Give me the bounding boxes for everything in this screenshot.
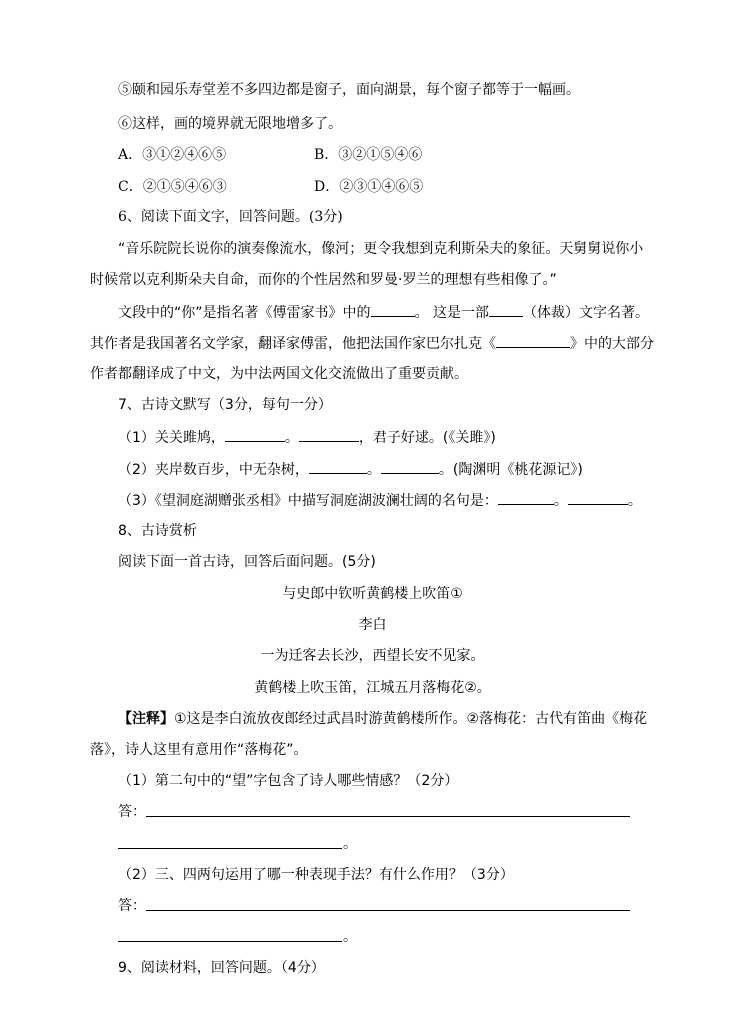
q5-option-b: B．③②①⑤④⑥ <box>314 147 423 163</box>
q7-item-1 <box>118 427 496 448</box>
q6-blank-work[interactable] <box>496 333 570 348</box>
answer-period-2: 。 <box>343 929 357 945</box>
answer-label-2: 答： <box>118 898 146 914</box>
q8-instruction: 阅读下面一首古诗，回答后面问题。(5分) <box>118 554 376 570</box>
q7-item3-text-b: 。 <box>553 493 568 509</box>
q8-sub-question-2: （2）三、四两句运用了哪一种表现手法？有什么作用？（3分） <box>118 867 514 883</box>
q8-heading: 8、古诗赏析 <box>118 523 197 539</box>
poem-line-2: 黄鹤楼上吹玉笛，江城五月落梅花②。 <box>254 680 491 696</box>
answer-label-1: 答： <box>118 804 146 820</box>
note-label: 【注释】 <box>118 711 174 727</box>
answer-line-1b[interactable] <box>118 848 342 849</box>
q6-quote-line1: “音乐院院长说你的演奏像流水，像河；更令我想到克利斯朵夫的象征。天舅舅说你小 <box>118 241 644 257</box>
q6-text-b: 。 这是一部 <box>414 305 489 321</box>
q7-item2-blank-2[interactable] <box>381 459 439 474</box>
poem-note-line1 <box>118 709 647 729</box>
q7-item3-text-c: 。 <box>627 493 642 509</box>
q5-sentence-6: ⑥这样，画的境界就无限地增多了。 <box>118 116 342 132</box>
answer-period-1: 。 <box>343 836 357 852</box>
q6-blank-name[interactable] <box>371 302 415 317</box>
q6-para-line1 <box>118 302 649 323</box>
q6-quote-line2: 时候常以克利斯朵夫自命，而你的个性居然和罗曼·罗兰的理想有些相像了。” <box>90 272 557 288</box>
q6-blank-genre[interactable] <box>489 302 523 317</box>
q5-sentence-5: ⑤颐和园乐寿堂差不多四边都是窗子，面向湖景，每个窗子都等于一幅画。 <box>118 82 580 98</box>
q6-text-a: 文段中的“你”是指名著《傅雷家书》中的 <box>118 305 371 321</box>
q5-option-a: A．③①②④⑥⑤ <box>118 147 227 163</box>
q7-item2-text-a: （2）夹岸数百步，中无杂树， <box>118 462 309 478</box>
q9-heading: 9、阅读材料，回答问题。（4分） <box>118 960 325 976</box>
q6-para-line2 <box>90 333 654 354</box>
q6-text-c: （体裁）文字名著。 <box>522 305 649 321</box>
q7-item-3 <box>118 490 642 511</box>
poem-title: 与史郎中钦听黄鹤楼上吹笛① <box>282 586 463 602</box>
q7-item1-blank-2[interactable] <box>299 427 359 442</box>
answer-line-2a[interactable] <box>146 910 630 911</box>
poem-author: 李白 <box>358 617 387 633</box>
q7-item3-text-a: （3）《望洞庭湖赠张丞相》中描写洞庭湖波澜壮阔的名句是： <box>118 493 498 509</box>
q5-option-c: C．②①⑤④⑥③ <box>118 179 227 195</box>
q7-item3-blank-1[interactable] <box>498 490 554 505</box>
q8-sub-question-1: （1）第二句中的“望”字包含了诗人哪些情感？（2分） <box>118 773 459 789</box>
q7-item2-blank-1[interactable] <box>309 459 367 474</box>
q5-option-d: D．②③①④⑥⑤ <box>314 179 424 195</box>
q7-item1-text-b: 。 <box>284 430 299 446</box>
q6-heading: 6、阅读下面文字，回答问题。(3分) <box>118 209 343 225</box>
q7-item1-text-a: （1）关关雎鸠， <box>118 430 225 446</box>
q7-item-2 <box>118 459 583 480</box>
note-text-1: ①这是李白流放夜郎经过武昌时游黄鹤楼所作。②落梅花：古代有笛曲《梅花 <box>174 711 648 727</box>
answer-line-1a[interactable] <box>146 816 630 817</box>
answer-line-2b[interactable] <box>118 941 342 942</box>
poem-line-1: 一为迁客去长沙，西望长安不见家。 <box>260 648 485 664</box>
q7-item2-text-b: 。 <box>366 462 381 478</box>
q7-item2-text-c: 。(陶渊明《桃花源记》) <box>438 462 583 478</box>
q6-text-e: 》中的大部分 <box>570 336 654 352</box>
q6-para-line3: 作者都翻译成了中文，为中法两国文化交流做出了重要贡献。 <box>90 366 468 382</box>
q7-item1-text-c: ，君子好逑。(《关雎》) <box>358 430 496 446</box>
q7-heading: 7、古诗文默写（3分，每句一分） <box>118 397 332 413</box>
q6-text-d: 其作者是我国著名文学家，翻译家傅雷，他把法国作家巴尔扎克《 <box>90 336 496 352</box>
poem-note-line2: 落》，诗人这里有意用作“落梅花”。 <box>90 742 308 758</box>
q7-item3-blank-2[interactable] <box>568 490 628 505</box>
q7-item1-blank-1[interactable] <box>225 427 285 442</box>
